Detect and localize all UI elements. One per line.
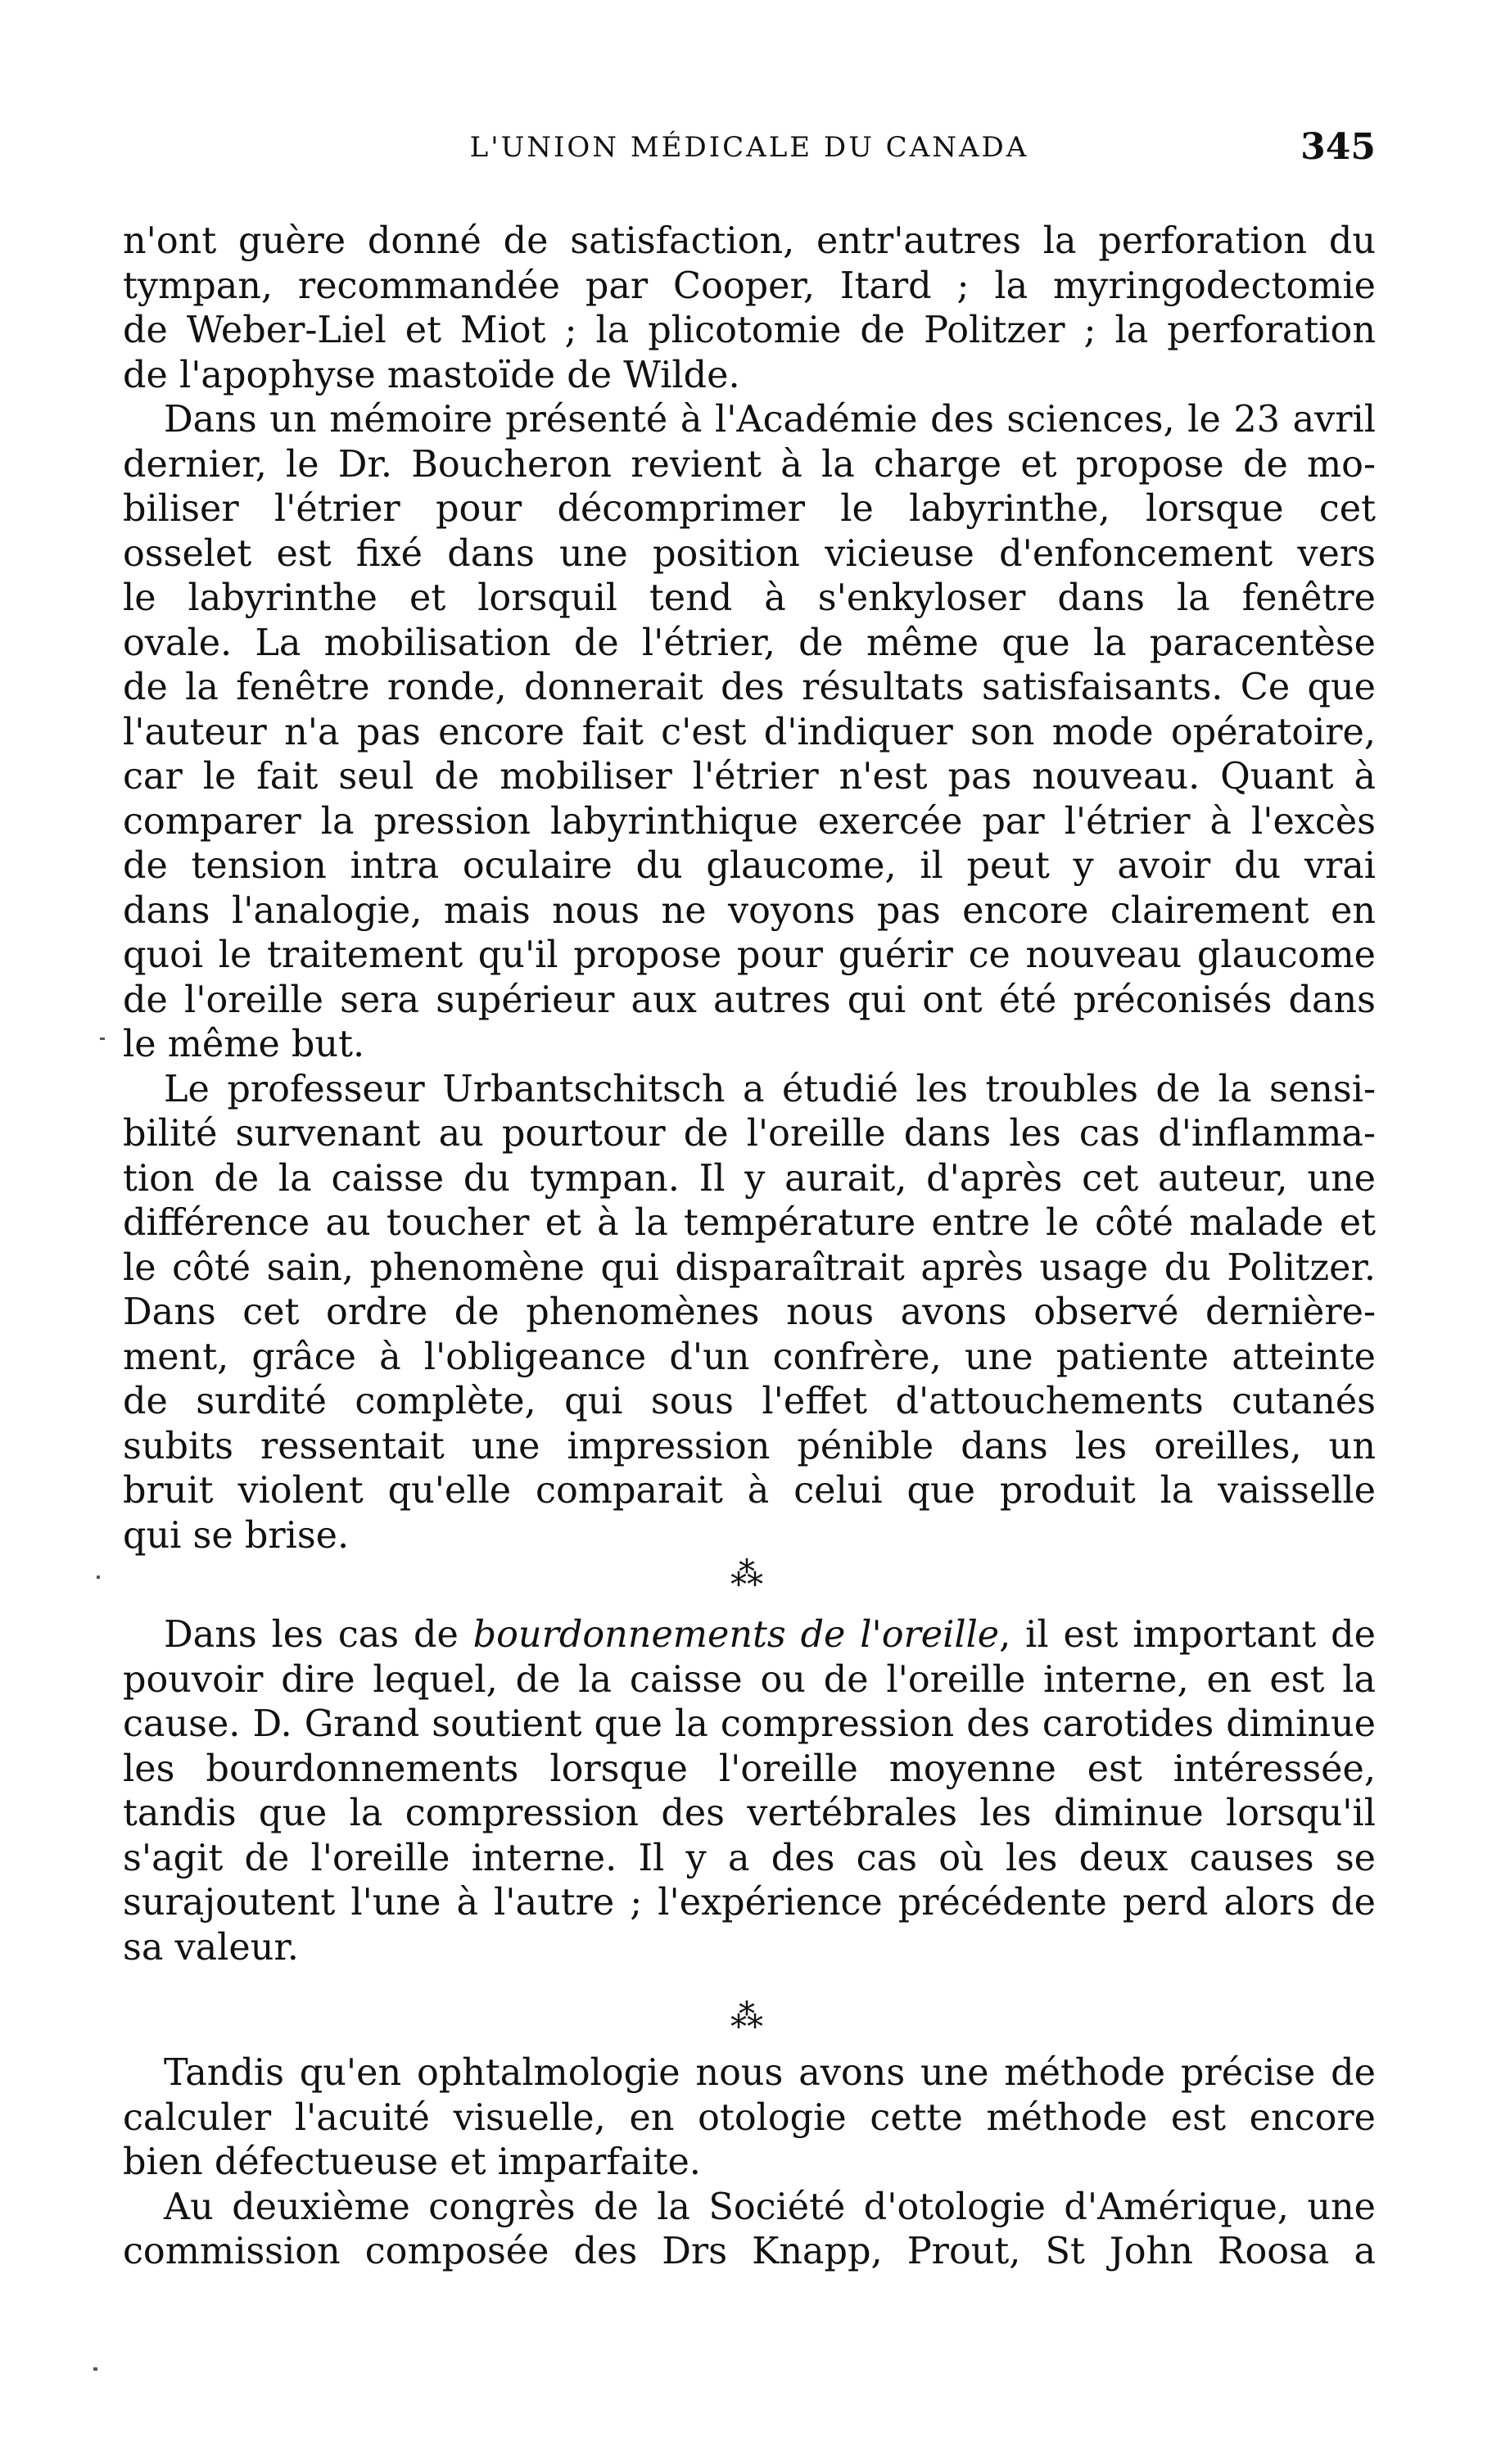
print-speck bbox=[97, 1576, 100, 1579]
paragraph-2-line: le même but. bbox=[123, 1024, 365, 1065]
paragraph-2-line: dans l'analogie, mais nous ne voyons pas encore clairement en bbox=[123, 889, 1376, 932]
paragraph-2-line: comparer la pression labyrinthique exercée par l'étrier à l'excès bbox=[123, 800, 1376, 843]
paragraph-4-line: sa valeur. bbox=[123, 1926, 299, 1969]
paragraph-5-line: bien défectueuse et imparfaite. bbox=[123, 2141, 701, 2183]
paragraph-2-line: le labyrinthe et lorsquil tend à s'enkyloser dans la fenêtre bbox=[123, 577, 1376, 619]
print-speck bbox=[100, 1038, 105, 1040]
paragraph-3-line: qui se brise. bbox=[123, 1514, 350, 1557]
paragraph-2-line: l'auteur n'a pas encore fait c'est d'indiquer son mode opératoire, bbox=[123, 711, 1376, 753]
body-text-section-2 bbox=[123, 1613, 1376, 1970]
paragraph-2-line: biliser l'étrier pour décomprimer le labyrinthe, lorsque cet bbox=[123, 488, 1376, 530]
paragraph-2-line: Dans un mémoire présenté à l'Académie des sciences, le 23 avril bbox=[164, 399, 1376, 441]
paragraph-3-line: Le professeur Urbantschitsch a étudié les troubles de la sensi- bbox=[164, 1068, 1376, 1110]
italic-term: bourdonnements de l'oreille bbox=[472, 1614, 1000, 1656]
paragraph-3-line: le côté sain, phenomène qui disparaîtrait après usage du Politzer. bbox=[123, 1246, 1376, 1289]
print-speck bbox=[93, 2367, 97, 2371]
paragraph-5-line: calculer l'acuité visuelle, en otologie cette méthode est encore bbox=[123, 2096, 1376, 2139]
running-head bbox=[123, 126, 1376, 180]
paragraph-2-line: osselet est fixé dans une position vicieuse d'enfoncement vers bbox=[123, 532, 1376, 575]
paragraph-2-line: de l'oreille sera supérieur aux autres qui ont été préconisés dans bbox=[123, 979, 1376, 1021]
paragraph-3-line: Dans cet ordre de phenomènes nous avons observé dernière- bbox=[123, 1291, 1376, 1333]
paragraph-2-line: dernier, le Dr. Boucheron revient à la charge et propose de mo- bbox=[123, 443, 1376, 486]
paragraph-4-line: tandis que la compression des vertébrales les diminue lorsqu'il bbox=[123, 1793, 1376, 1834]
paragraph-3-line: bruit violent qu'elle comparait à celui que produit la vaisselle bbox=[123, 1470, 1376, 1512]
paragraph-2-line: quoi le traitement qu'il propose pour guérir ce nouveau glaucome bbox=[123, 934, 1376, 976]
section-separator: ⁂ bbox=[730, 1998, 768, 2036]
page-number: 345 bbox=[1300, 126, 1376, 168]
paragraph-4-line: cause. D. Grand soutient que la compression des carotides diminue bbox=[123, 1703, 1376, 1745]
paragraph-4-line: surajoutent l'une à l'autre ; l'expérience précédente perd alors de bbox=[123, 1882, 1376, 1924]
paragraph-5-line: Tandis qu'en ophtalmologie nous avons une méthode précise de bbox=[164, 2052, 1376, 2094]
section-separator: ⁂ bbox=[730, 1556, 768, 1594]
paragraph-1-line: de Weber-Liel et Miot ; la plicotomie de Politzer ; la perforation bbox=[123, 310, 1376, 351]
paragraph-3-line: subits ressentait une impression pénible dans les oreilles, un bbox=[123, 1425, 1376, 1467]
paragraph-2-line: car le fait seul de mobiliser l'étrier n'est pas nouveau. Quant à bbox=[123, 756, 1376, 798]
paragraph-3-line: ment, grâce à l'obligeance d'un confrère, une patiente atteinte bbox=[123, 1336, 1376, 1378]
paragraph-4-line: Dans les cas de bourdonnements de l'oreille, il est important de bbox=[164, 1614, 1376, 1656]
paragraph-4-line: pouvoir dire lequel, de la caisse ou de l'oreille interne, en est la bbox=[123, 1658, 1376, 1701]
paragraph-3-line: différence au toucher et à la température entre le côté malade et bbox=[123, 1202, 1376, 1244]
paragraph-2-line: de tension intra oculaire du glaucome, il peut y avoir du vrai bbox=[123, 845, 1376, 887]
paragraph-1-line: tympan, recommandée par Cooper, Itard ; la myringodectomie bbox=[123, 264, 1376, 307]
paragraph-3-line: tion de la caisse du tympan. Il y aurait, d'après cet auteur, une bbox=[123, 1157, 1376, 1200]
paragraph-3-line: bilité survenant au pourtour de l'oreille dans les cas d'inflamma- bbox=[123, 1113, 1376, 1155]
paragraph-6-line: Au deuxième congrès de la Société d'otologie d'Amérique, une bbox=[164, 2186, 1376, 2228]
paragraph-4-line: s'agit de l'oreille interne. Il y a des cas où les deux causes se bbox=[123, 1837, 1376, 1879]
paragraph-2-line: de la fenêtre ronde, donnerait des résultats satisfaisants. Ce que bbox=[123, 667, 1376, 708]
paragraph-2-line: ovale. La mobilisation de l'étrier, de même que la paracentèse bbox=[123, 622, 1376, 664]
body-text bbox=[123, 219, 1376, 1558]
body-text-section-3 bbox=[123, 2051, 1376, 2275]
paragraph-4-line: les bourdonnements lorsque l'oreille moyenne est intéressée, bbox=[123, 1747, 1376, 1790]
paragraph-3-line: de surdité complète, qui sous l'effet d'attouchements cutanés bbox=[123, 1381, 1376, 1422]
paragraph-6-line: commission composée des Drs Knapp, Prout, St John Roosa a bbox=[123, 2231, 1376, 2272]
paragraph-1-line: de l'apophyse mastoïde de Wilde. bbox=[123, 354, 740, 396]
journal-title: L'UNION MÉDICALE DU CANADA bbox=[469, 131, 1029, 164]
paragraph-1-line: n'ont guère donné de satisfaction, entr'autres la perforation du bbox=[123, 220, 1376, 262]
